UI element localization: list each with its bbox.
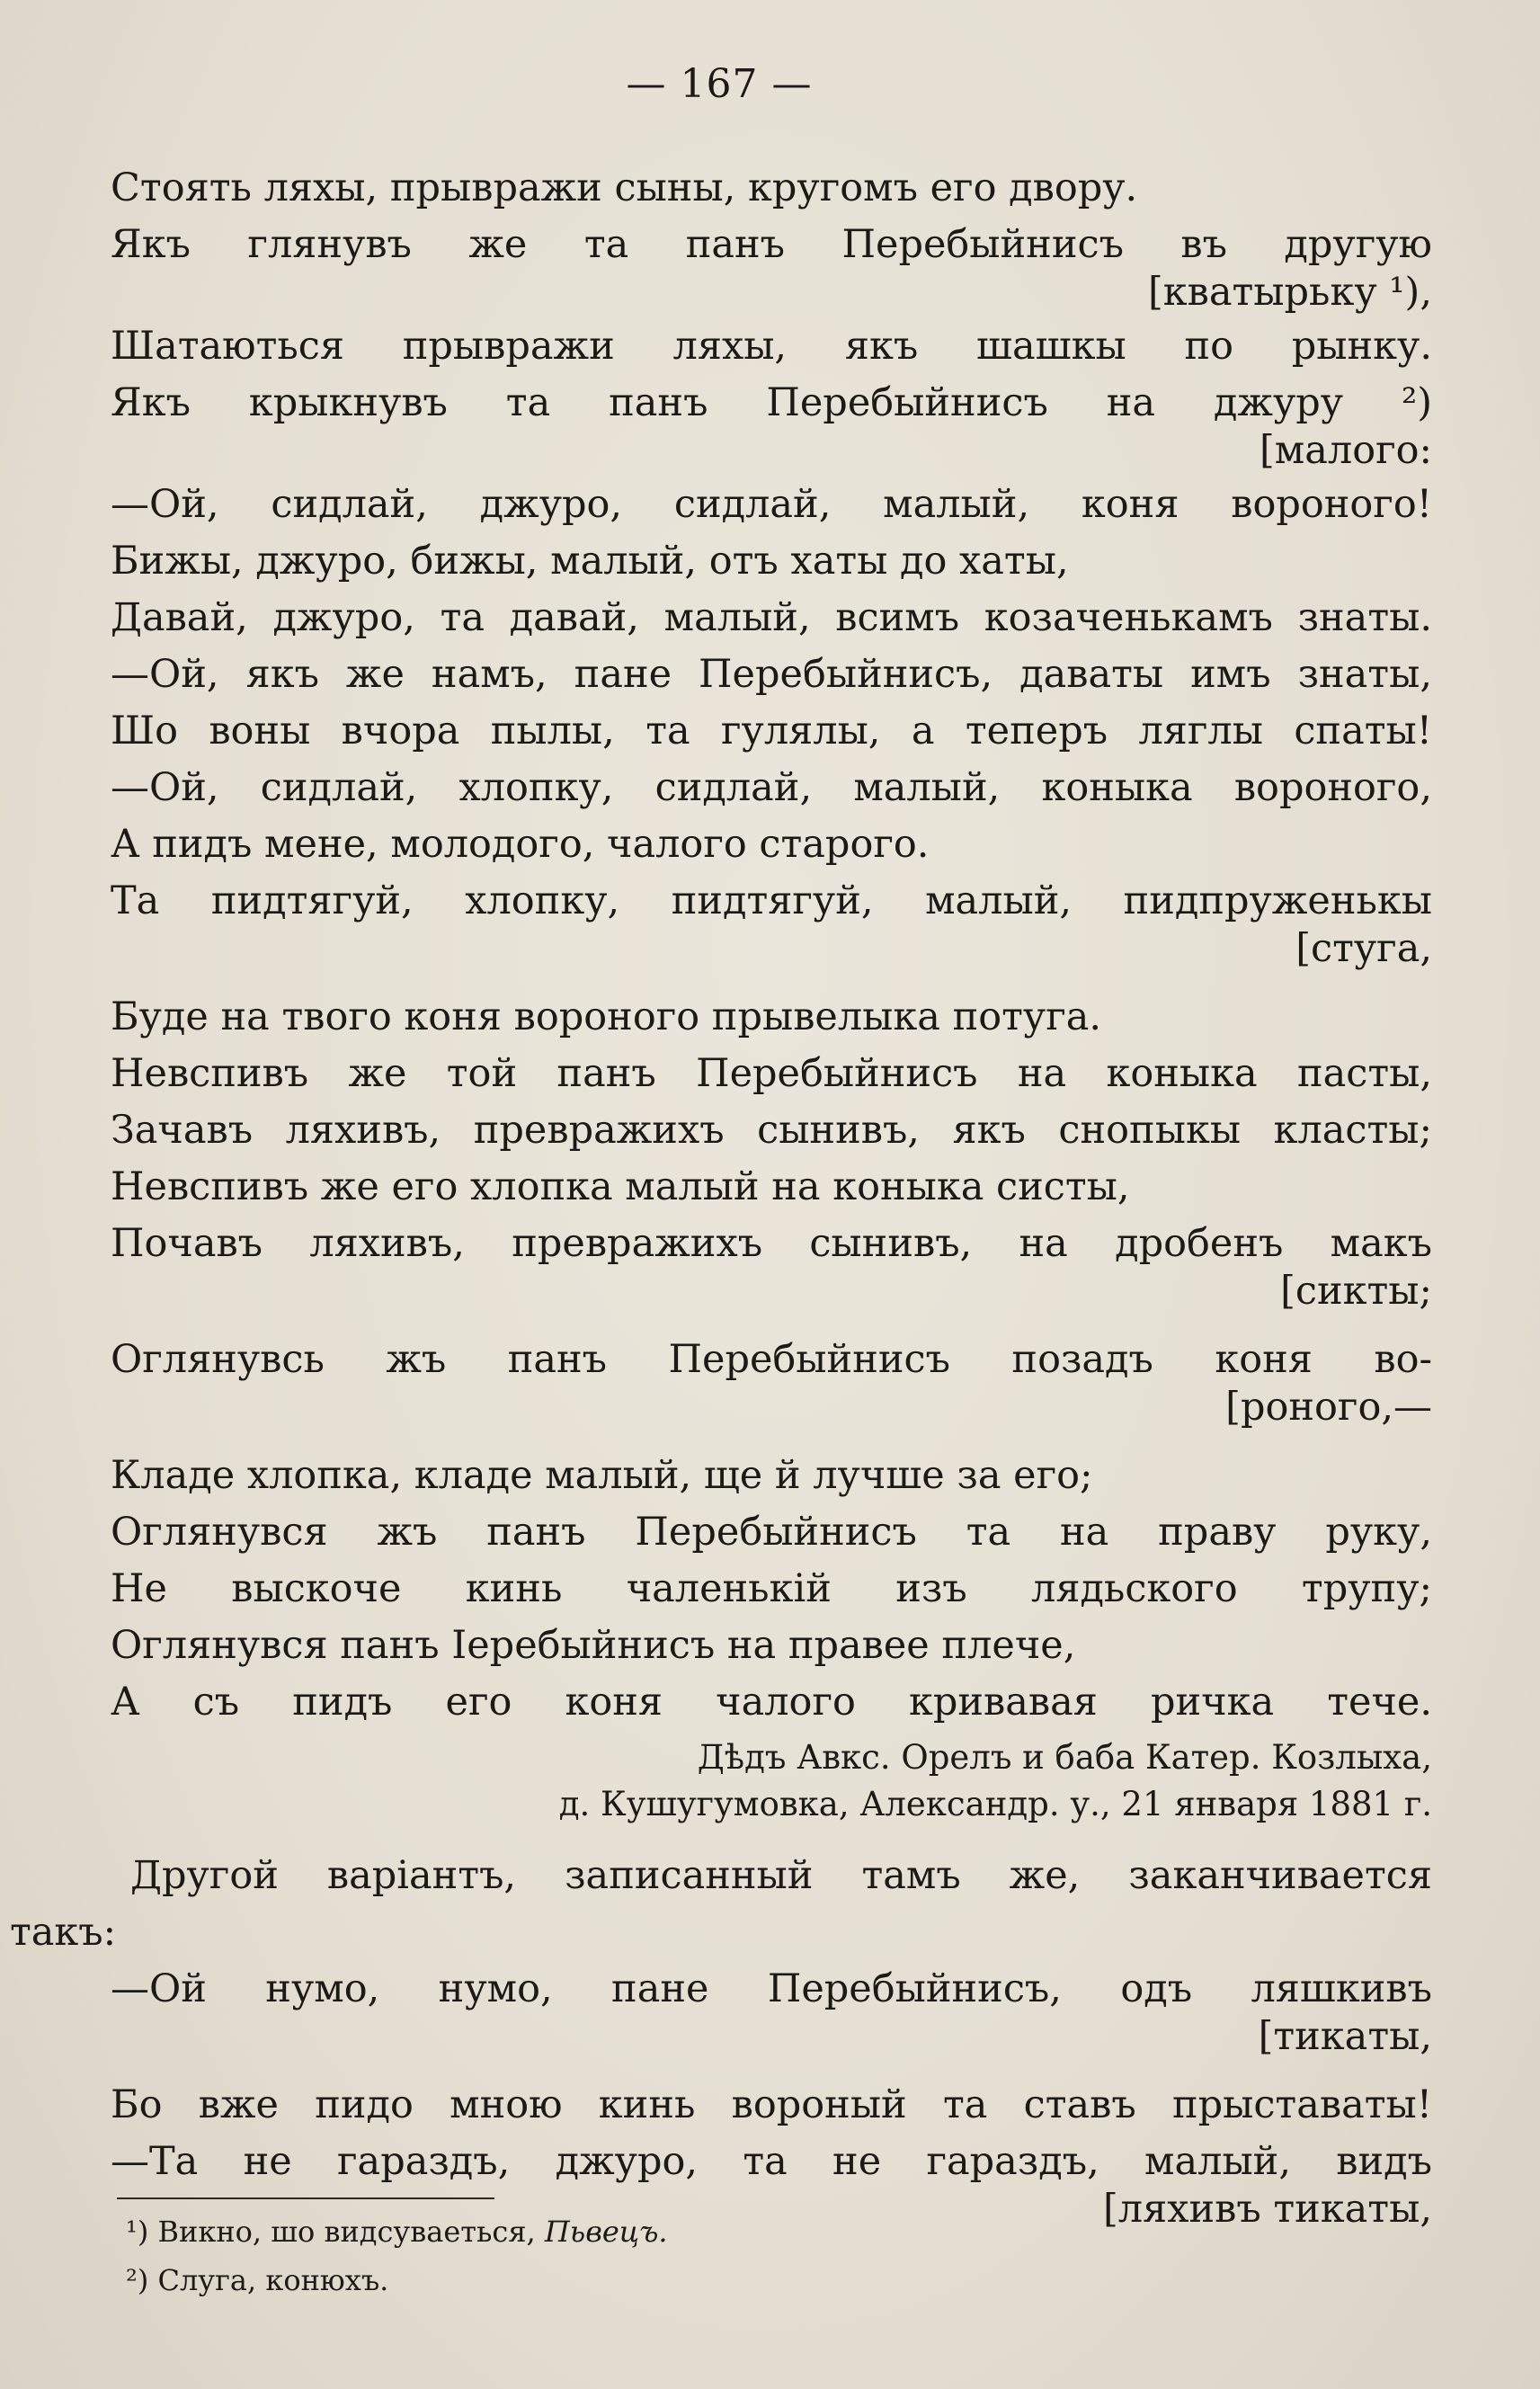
footnote-2 xyxy=(126,2256,668,2304)
variant-line: [ляхивъ тикаты, xyxy=(1102,2187,1432,2232)
poem-text xyxy=(10,160,1432,2235)
page-number: — 167 — xyxy=(626,61,813,107)
verse-line: Бижы, джуро, бижы, малый, отъ хаты до хаты, xyxy=(111,539,1069,584)
footnote-text: Викно, шо видсуваеться, xyxy=(157,2215,536,2249)
verse-line: [сикты; xyxy=(1280,1269,1432,1314)
verse-line: Якъ глянувъ же та панъ Перебыйнисъ въ другую xyxy=(111,222,1432,267)
verse-line: [роного,— xyxy=(1225,1385,1432,1430)
attribution-line-1: Дѣдъ Авкс. Орелъ и баба Катер. Козлыха, xyxy=(697,1738,1432,1777)
verse-line: Кладе хлопка, кладе малый, ще й лучше за его; xyxy=(111,1453,1093,1498)
prose-paragraph xyxy=(10,1848,1432,1961)
verse-line: [малого: xyxy=(1260,428,1432,473)
attribution xyxy=(111,1734,1432,1828)
variant-line: Бо вже пидо мною кинь вороный та ставъ прыставаты! xyxy=(111,2082,1432,2127)
verse-line: Буде на твого коня вороного прывелыка потуга. xyxy=(111,994,1102,1039)
variant-lines xyxy=(111,1961,1432,2235)
verse-line: —Ой, сидлай, хлопку, сидлай, малый, коныка вороного, xyxy=(111,765,1432,810)
verse-line: [стуга, xyxy=(1295,926,1432,971)
verse-line: Шатаються прывражи ляхы, якъ шашкы по рынку. xyxy=(111,324,1432,369)
verse-line: —Ой, якъ же намъ, пане Перебыйнисъ, даваты имъ знаты, xyxy=(111,652,1432,697)
verse-line: А съ пидъ его коня чалого кривавая ричка тече. xyxy=(111,1680,1432,1725)
attribution-line-2: д. Кушугумовка, Александр. у., 21 января 1881 г. xyxy=(558,1785,1432,1823)
verse-lines xyxy=(111,160,1432,1731)
verse-line: Оглянувся панъ Іеребыйнисъ на правее плече, xyxy=(111,1623,1076,1668)
verse-line: Невспивъ же той панъ Перебыйнисъ на коныка пасты, xyxy=(111,1051,1432,1096)
verse-line: Почавъ ляхивъ, превражихъ сынивъ, на дробенъ макъ xyxy=(111,1221,1432,1266)
variant-line: [тикаты, xyxy=(1258,2014,1432,2059)
verse-line: Оглянувся жъ панъ Перебыйнисъ та на праву руку, xyxy=(111,1510,1432,1555)
footnote-text: Слуга, конюхъ. xyxy=(157,2263,389,2297)
verse-line: Невспивъ же его хлопка малый на коныка систы, xyxy=(111,1164,1130,1209)
verse-line: [кватырьку ¹), xyxy=(1148,270,1432,315)
verse-line: —Ой, сидлай, джуро, сидлай, малый, коня вороного! xyxy=(111,482,1432,527)
footnote-divider xyxy=(117,2197,494,2199)
verse-line: Шо воны вчора пылы, та гулялы, а теперъ ляглы спаты! xyxy=(111,709,1432,753)
prose-line-2: такъ: xyxy=(10,1910,117,1955)
prose-line-1: Другой варіантъ, записанный тамъ же, заканчивается xyxy=(130,1853,1432,1898)
footnote-mark: ¹) xyxy=(126,2215,149,2249)
verse-line: Не выскоче кинь чаленькій изъ лядьского трупу; xyxy=(111,1566,1432,1611)
variant-line: —Та не гараздъ, джуро, та не гараздъ, малый, видъ xyxy=(111,2139,1432,2184)
verse-line: Давай, джуро, та давай, малый, всимъ козаченькамъ знаты. xyxy=(111,595,1432,640)
footnote-1 xyxy=(126,2207,668,2256)
verse-line: Оглянувсь жъ панъ Перебыйнисъ позадъ коня во- xyxy=(111,1337,1432,1382)
verse-line: Зачавъ ляхивъ, превражихъ сынивъ, якъ снопыкы класты; xyxy=(111,1108,1432,1153)
footnotes xyxy=(126,2207,668,2304)
footnote-source: Пьвецъ. xyxy=(544,2215,668,2249)
verse-line: Якъ крыкнувъ та панъ Перебыйнисъ на джуру ²) xyxy=(111,380,1432,425)
verse-line: Та пидтягуй, хлопку, пидтягуй, малый, пидпруженькы xyxy=(111,878,1432,923)
verse-line: А пидъ мене, молодого, чалого старого. xyxy=(111,822,930,867)
variant-line: —Ой нумо, нумо, пане Перебыйнисъ, одъ ляшкивъ xyxy=(111,1966,1432,2011)
footnote-mark: ²) xyxy=(126,2263,149,2297)
verse-line: Стоять ляхы, прывражи сыны, кругомъ его двору. xyxy=(111,165,1138,210)
